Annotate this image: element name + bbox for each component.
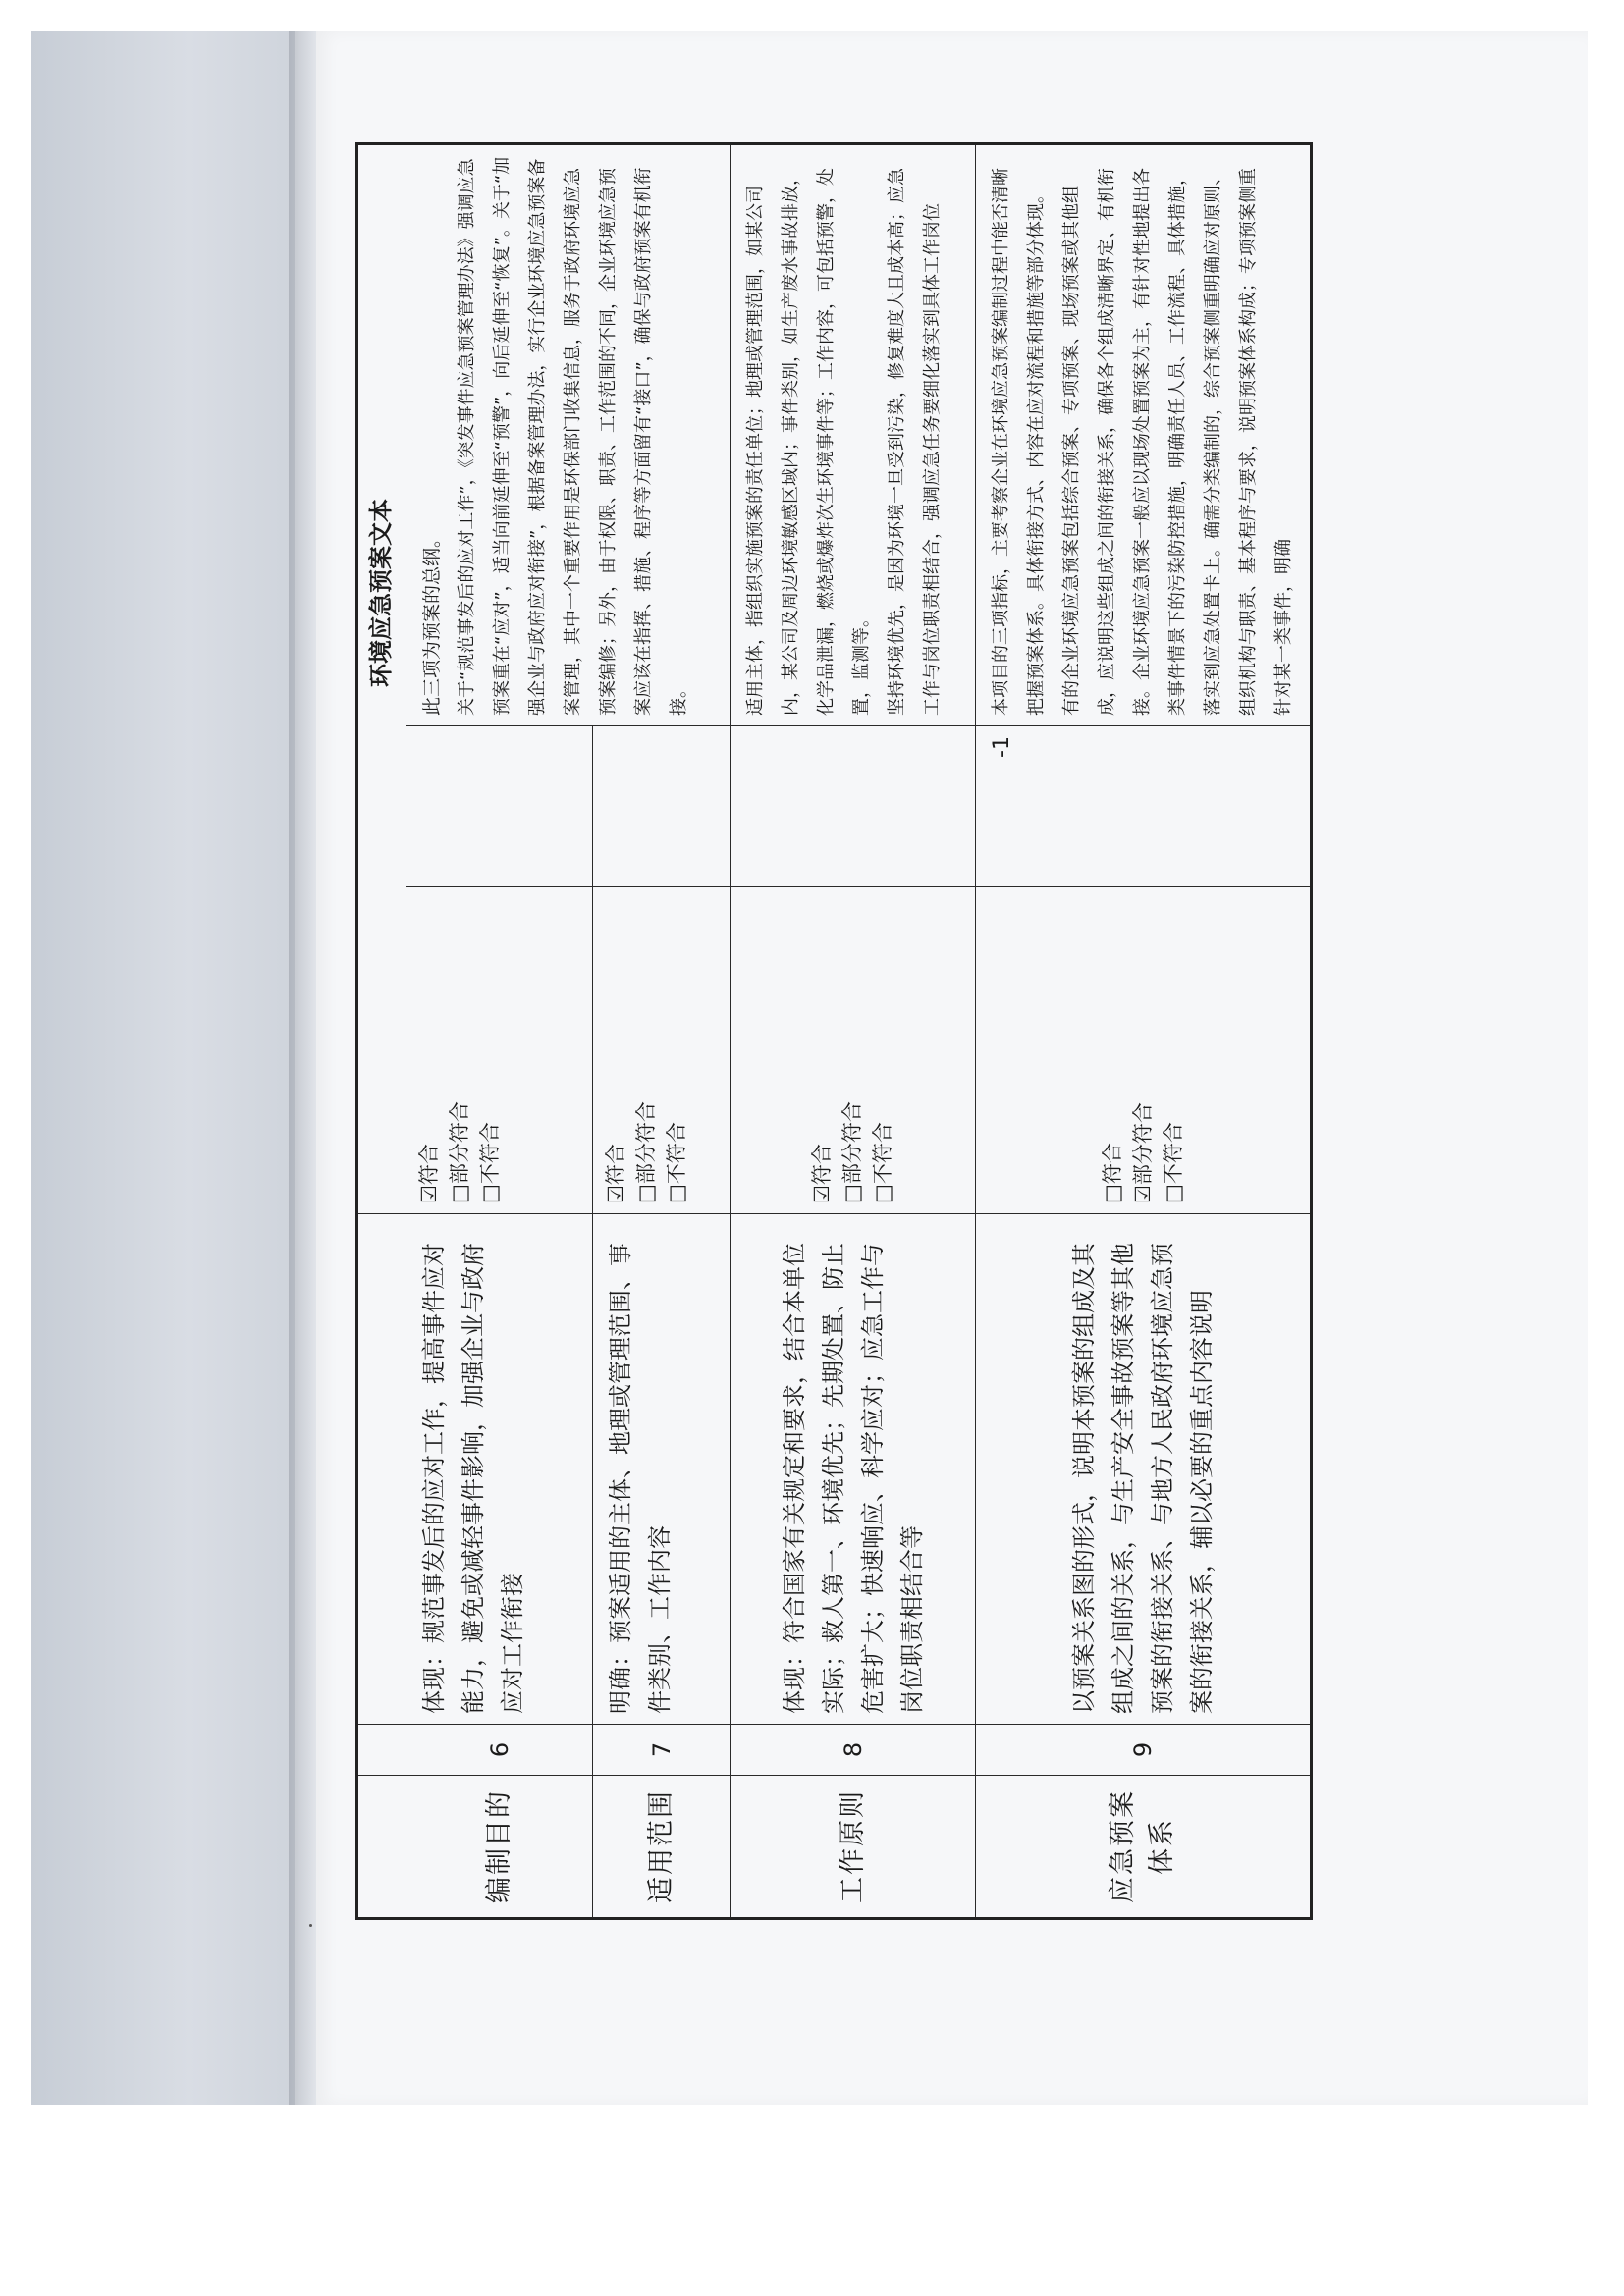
note-paragraph: 适用主体，指组织实施预案的责任单位；地理或管理范围，如某公司内，某公司及周边环境敏感区域内；事件类别，如生产废水事故排放，化学品泄漏，燃烧或爆炸次生环境事件等；工作内容，可包括预警，处置，监测等。: [745, 168, 872, 716]
note-cell: [731, 143, 976, 725]
blank-cell: [406, 887, 593, 1041]
score-cell: [593, 726, 731, 887]
option-partial[interactable]: □部分符合: [634, 1101, 658, 1203]
option-conform[interactable]: □符合: [1100, 1143, 1124, 1203]
option-group: [593, 1041, 731, 1214]
note-paragraph: 关于“规范事发后的应对工作”，《突发事件应急预案管理办法》强调应急预案重在“应对”，适当向前延伸至“预警”，向后延伸至“恢复”。关于“加强企业与政府应对衔接”，根据备案管理办法，实行企业环境应急预案备案管理，其中一个重要作用是环保部门收集信息，服务于政府环境应急预案编修；另外，由于权限、职责、工作范围的不同，企业环境应急预案应该在指挥、措施、程序等方面留有“接口”，确保与政府预案有机衔接。: [457, 156, 689, 716]
item-name: 适用范围: [593, 1776, 731, 1919]
option-group: [406, 1041, 593, 1214]
item-name: 应急预案体系: [976, 1776, 1312, 1919]
option-partial[interactable]: □部分符合: [448, 1101, 471, 1203]
option-partial[interactable]: □部分符合: [840, 1101, 864, 1203]
score-cell: [406, 726, 593, 887]
option-nonconform[interactable]: □不符合: [871, 1122, 894, 1203]
table-row: [731, 143, 976, 1918]
paper-speck: [309, 1924, 312, 1927]
option-conform[interactable]: ☑符合: [604, 1144, 627, 1203]
table-row: [976, 143, 1312, 1918]
note-cell: [406, 143, 731, 725]
item-number: 9: [976, 1725, 1312, 1776]
blank-cell: [976, 887, 1312, 1041]
score-cell: [731, 726, 976, 887]
review-table: [355, 142, 1313, 1920]
option-conform[interactable]: ☑符合: [417, 1144, 441, 1203]
table-header-row: [357, 143, 406, 1918]
option-conform[interactable]: ☑符合: [810, 1144, 834, 1203]
blank-cell: [731, 887, 976, 1041]
note-paragraph: 本项目的三项指标，主要考察企业在环境应急预案编制过程中能否清晰把握预案体系。具体衔接方式、内容在应对流程和措施等部分体现。: [991, 168, 1047, 716]
blank-cell: [593, 887, 731, 1041]
criteria-text: 体现：符合国家有关规定和要求，结合本单位实际；救人第一、环境优先；先期处置、防止危害扩大；快速响应、科学应对；应急工作与岗位职责相结合等: [731, 1214, 976, 1725]
option-nonconform[interactable]: □不符合: [665, 1122, 688, 1203]
note-cell: [976, 143, 1312, 725]
option-nonconform[interactable]: □不符合: [478, 1122, 502, 1203]
left-page-edge: [31, 31, 295, 2105]
option-partial[interactable]: ☑部分符合: [1130, 1102, 1155, 1203]
table-row: [406, 143, 593, 1918]
note-paragraph: 有的企业环境应急预案包括综合预案、专项预案、现场预案或其他组成，应说明这些组成之间的衔接关系，确保各个组成清晰界定、有机衔接。企业环境应急预案一般应以现场处置预案为主，有针对性地提出各类事件情景下的污染防控措施，明确责任人员、工作流程、具体措施，落实到应急处置卡上。确需分类编制的，综合预案侧重明确应对原则、组织机构与职责、基本程序与要求，说明预案体系构成；专项预案侧重针对某一类事件，明确: [1061, 168, 1294, 716]
criteria-text: 以预案关系图的形式，说明本预案的组成及其组成之间的关系，与生产安全事故预案等其他预案的衔接关系、与地方人民政府环境应急预案的衔接关系，辅以必要的重点内容说明: [976, 1214, 1312, 1725]
criteria-text: 明确：预案适用的主体、地理或管理范围、事件类别、工作内容: [593, 1214, 731, 1725]
option-nonconform[interactable]: □不符合: [1161, 1122, 1185, 1203]
item-number: 6: [406, 1725, 593, 1776]
rotated-review-table: [355, 145, 1341, 1920]
note-paragraph: 坚持环境优先，是因为环境一旦受到污染，修复难度大且成本高；应急工作与岗位职责相结合，强调应急任务要细化落实到具体工作岗位: [887, 168, 943, 716]
note-paragraph: 此三项为预案的总纲。: [421, 528, 443, 716]
item-number: 7: [593, 1725, 731, 1776]
item-name: 工作原则: [731, 1776, 976, 1919]
criteria-text: 体现：规范事发后的应对工作，提高事件应对能力，避免或减轻事件影响，加强企业与政府应对工作衔接: [406, 1214, 593, 1725]
item-name: 编制目的: [406, 1776, 593, 1919]
option-group: [731, 1041, 976, 1214]
score-cell: -1: [976, 726, 1312, 887]
item-number: 8: [731, 1725, 976, 1776]
option-group: [976, 1041, 1312, 1214]
table-header: 环境应急预案文本: [357, 143, 406, 1041]
